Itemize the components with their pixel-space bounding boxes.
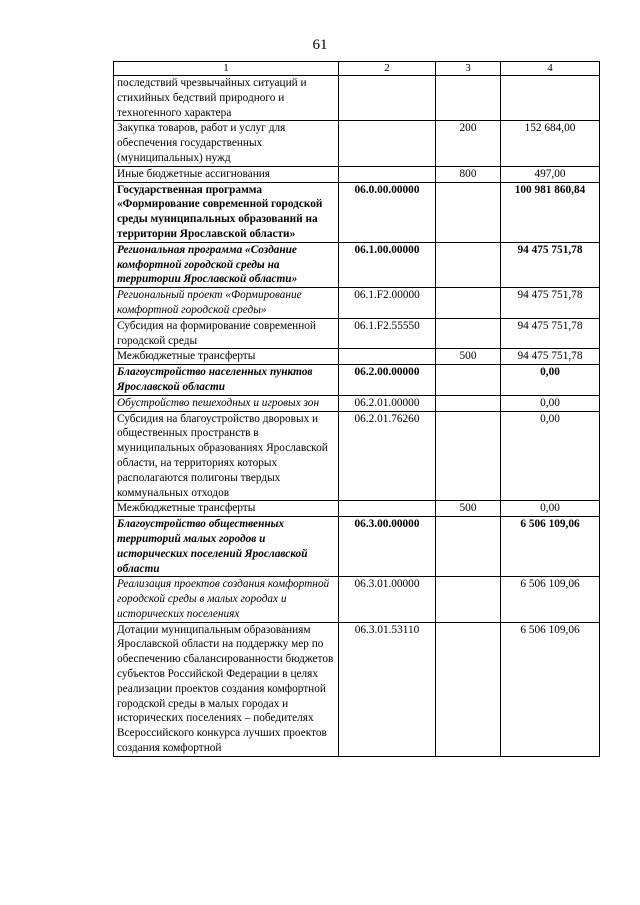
row-amount-cell: 94 475 751,78 — [501, 349, 600, 365]
row-name-cell: Межбюджетные трансферты — [114, 501, 339, 517]
row-code-cell — [339, 501, 436, 517]
row-name-cell: Иные бюджетные ассигнования — [114, 166, 339, 182]
row-code-cell: 06.3.00.00000 — [339, 517, 436, 577]
row-amount-cell: 0,00 — [501, 501, 600, 517]
row-expense-type-cell — [436, 182, 501, 242]
row-expense-type-cell — [436, 242, 501, 287]
row-name-cell: Региональный проект «Формирование комфортной городской среды» — [114, 288, 339, 319]
column-header: 2 — [339, 62, 436, 76]
table-row — [114, 411, 600, 501]
row-expense-type-cell — [436, 76, 501, 121]
row-name-cell: Региональная программа «Создание комфортной городской среды на территории Ярославской области» — [114, 242, 339, 287]
row-expense-type-cell: 500 — [436, 501, 501, 517]
table-row — [114, 395, 600, 411]
table-row — [114, 121, 600, 166]
row-amount-cell: 0,00 — [501, 411, 600, 501]
row-code-cell: 06.3.01.00000 — [339, 577, 436, 622]
row-name-cell: Реализация проектов создания комфортной городской среды в малых городах и исторических поселениях — [114, 577, 339, 622]
table-row — [114, 76, 600, 121]
table-row — [114, 501, 600, 517]
row-code-cell: 06.1.F2.00000 — [339, 288, 436, 319]
row-amount-cell: 0,00 — [501, 365, 600, 396]
row-code-cell — [339, 76, 436, 121]
row-expense-type-cell — [436, 517, 501, 577]
table-row — [114, 365, 600, 396]
row-amount-cell: 152 684,00 — [501, 121, 600, 166]
row-name-cell: Субсидия на благоустройство дворовых и общественных пространств в муниципальных образованиях Ярославской области, на территориях которых располагаются полигоны твердых коммунальных отходов — [114, 411, 339, 501]
row-expense-type-cell — [436, 411, 501, 501]
row-code-cell: 06.1.00.00000 — [339, 242, 436, 287]
row-amount-cell: 6 506 109,06 — [501, 577, 600, 622]
row-amount-cell — [501, 76, 600, 121]
row-name-cell: последствий чрезвычайных ситуаций и стихийных бедствий природного и техногенного характера — [114, 76, 339, 121]
row-amount-cell: 6 506 109,06 — [501, 622, 600, 756]
row-expense-type-cell — [436, 365, 501, 396]
table-row — [114, 182, 600, 242]
row-code-cell: 06.0.00.00000 — [339, 182, 436, 242]
row-expense-type-cell — [436, 577, 501, 622]
row-expense-type-cell: 500 — [436, 349, 501, 365]
row-name-cell: Благоустройство общественных территорий малых городов и исторических поселений Ярославской области — [114, 517, 339, 577]
table-row — [114, 517, 600, 577]
row-name-cell: Субсидия на формирование современной городской среды — [114, 318, 339, 349]
row-code-cell — [339, 349, 436, 365]
row-amount-cell: 94 475 751,78 — [501, 242, 600, 287]
row-code-cell: 06.3.01.53110 — [339, 622, 436, 756]
row-name-cell: Благоустройство населенных пунктов Ярославской области — [114, 365, 339, 396]
table-header-row — [114, 62, 600, 76]
row-code-cell — [339, 166, 436, 182]
row-amount-cell: 100 981 860,84 — [501, 182, 600, 242]
row-name-cell: Закупка товаров, работ и услуг для обеспечения государственных (муниципальных) нужд — [114, 121, 339, 166]
row-code-cell: 06.1.F2.55550 — [339, 318, 436, 349]
row-expense-type-cell — [436, 318, 501, 349]
column-header: 4 — [501, 62, 600, 76]
row-name-cell: Государственная программа «Формирование современной городской среды муниципальных образований на территории Ярославской области» — [114, 182, 339, 242]
row-name-cell: Межбюджетные трансферты — [114, 349, 339, 365]
table-row — [114, 288, 600, 319]
row-code-cell: 06.2.01.00000 — [339, 395, 436, 411]
table-row — [114, 318, 600, 349]
table-row — [114, 166, 600, 182]
row-code-cell: 06.2.01.76260 — [339, 411, 436, 501]
row-name-cell: Дотации муниципальным образованиям Ярославской области на поддержку мер по обеспечению сбалансированности бюджетов субъектов Российской Федерации в целях реализации проектов создания комфортной городской среды в малых городах и исторических поселениях – победителях Всероссийского конкурса лучших проектов создания комфортной — [114, 622, 339, 756]
row-amount-cell: 497,00 — [501, 166, 600, 182]
table-row — [114, 349, 600, 365]
row-code-cell: 06.2.00.00000 — [339, 365, 436, 396]
row-expense-type-cell — [436, 288, 501, 319]
table-row — [114, 577, 600, 622]
row-amount-cell: 6 506 109,06 — [501, 517, 600, 577]
row-expense-type-cell: 200 — [436, 121, 501, 166]
table-row — [114, 622, 600, 756]
page-number: 61 — [312, 37, 328, 53]
row-name-cell: Обустройство пешеходных и игровых зон — [114, 395, 339, 411]
table-row — [114, 242, 600, 287]
row-amount-cell: 94 475 751,78 — [501, 318, 600, 349]
row-expense-type-cell — [436, 622, 501, 756]
row-amount-cell: 0,00 — [501, 395, 600, 411]
row-code-cell — [339, 121, 436, 166]
column-header: 3 — [436, 62, 501, 76]
budget-table — [113, 61, 600, 757]
row-amount-cell: 94 475 751,78 — [501, 288, 600, 319]
column-header: 1 — [114, 62, 339, 76]
row-expense-type-cell: 800 — [436, 166, 501, 182]
row-expense-type-cell — [436, 395, 501, 411]
